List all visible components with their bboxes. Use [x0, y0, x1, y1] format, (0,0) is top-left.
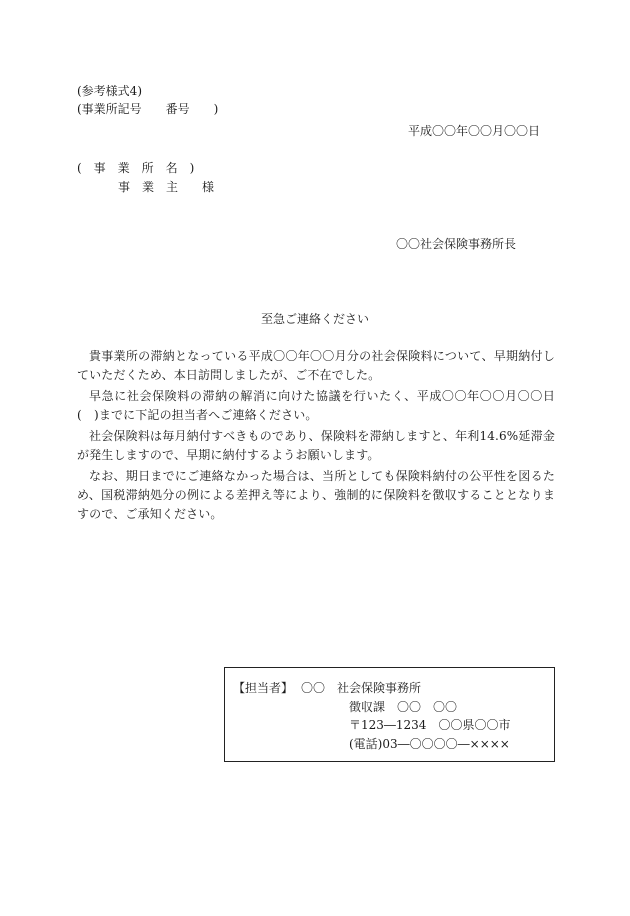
form-number: (参考様式4) [77, 84, 142, 98]
body-paragraph: 貴事業所の滞納となっている平成〇〇年〇〇月分の社会保険料について、早期納付していただくため、本日訪問しましたが、ご不在でした。 [77, 349, 555, 382]
contact-section: 徴収課 〇〇 〇〇 [349, 700, 458, 714]
contact-address: 〒123―1234 〇〇県〇〇市 [349, 718, 511, 732]
document-date: 平成〇〇年〇〇月〇〇日 [408, 124, 541, 138]
document-title: 至急ご連絡ください [260, 312, 369, 326]
body-paragraph: 社会保険料は毎月納付すべきものであり、保険料を滞納しますと、年利14.6%延滞金が発生しますので、早期に納付するようお願いします。 [77, 429, 555, 462]
office-reference-number: (事業所記号 番号 ) [77, 102, 219, 116]
recipient-owner: 事 業 主 様 [118, 180, 215, 194]
contact-phone: (電話)03―〇〇〇〇―×××× [349, 737, 510, 751]
contact-box [224, 667, 555, 762]
recipient-office-name: ( 事 業 所 名 ) [77, 161, 195, 175]
contact-organization: 〇〇 社会保険事務所 [301, 681, 422, 695]
sender-name: 〇〇社会保険事務所長 [396, 237, 517, 251]
body-paragraph: 早急に社会保険料の滞納の解消に向けた協議を行いたく、平成〇〇年〇〇月〇〇日( )までに下記の担当者へご連絡ください。 [77, 389, 555, 422]
body-paragraph: なお、期日までにご連絡なかった場合は、当所としても保険料納付の公平性を図るため、国税滞納処分の例による差押え等により、強制的に保険料を徴収することとなりますので、ご承知ください。 [77, 469, 555, 521]
contact-label: 【担当者】 [233, 681, 294, 695]
letter-body [77, 347, 555, 526]
